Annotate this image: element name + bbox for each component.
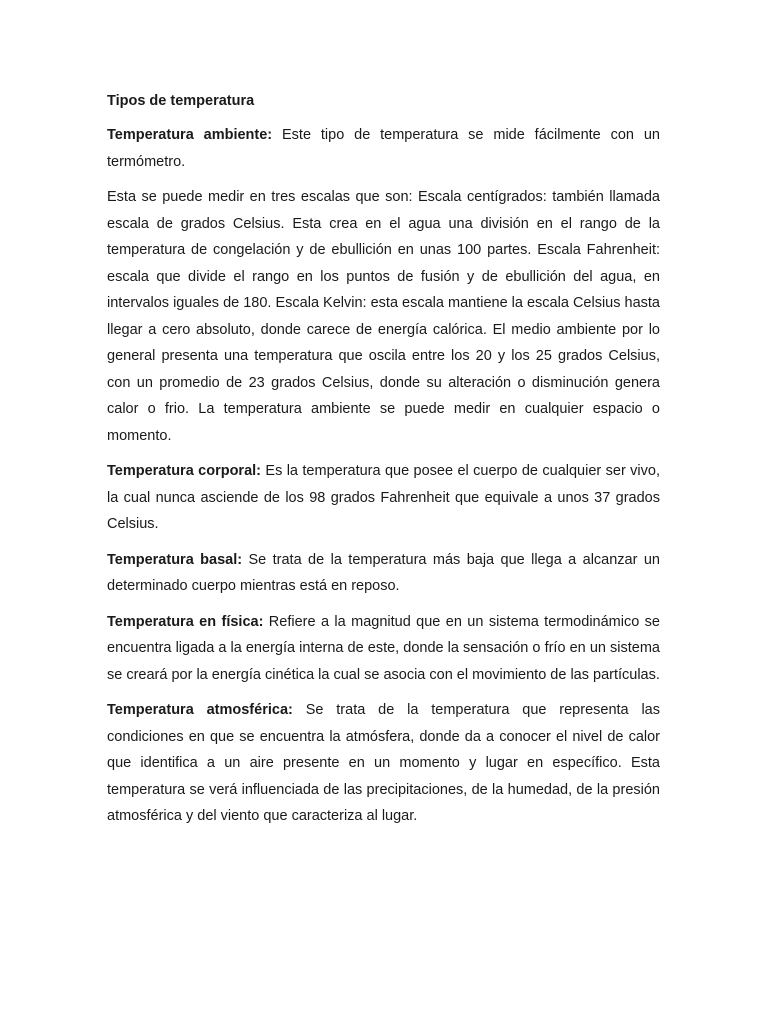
- paragraph-text: Se trata de la temperatura más baja que llega a alcanzar un determinado cuerpo mientras está en reposo.: [107, 551, 660, 594]
- term-label: Temperatura ambiente:: [107, 127, 273, 143]
- paragraph-text: Este tipo de temperatura se mide fácilmente con un termómetro.: [107, 127, 660, 170]
- term-label: Temperatura basal:: [107, 551, 243, 568]
- paragraph-text: Es la temperatura que posee el cuerpo de cualquier ser vivo, la cual nunca asciende de los 98 grados Fahrenheit que equivale a unos 37 grados Celsius.: [107, 463, 660, 532]
- paragraph-temperatura-atmosferica: [107, 697, 660, 830]
- paragraph-temperatura-basal: [107, 547, 660, 600]
- term-label: Temperatura en física:: [107, 613, 264, 630]
- paragraph-text: Refiere a la magnitud que en un sistema termodinámico se encuentra ligada a la energía interna de este, donde la sensación o frío en un sistema se creará por la energía cinética la cual se asocia con el movimiento de las partículas.: [107, 613, 660, 683]
- paragraph-temperatura-corporal: [107, 458, 660, 538]
- paragraph-escalas: [107, 184, 660, 449]
- document-title: Tipos de temperatura: [107, 93, 255, 109]
- paragraph-text: Se trata de la temperatura que representa las condiciones en que se encuentra la atmósfera, donde da a conocer el nivel de calor que identifica a un aire presente en un momento y lugar en específico. Esta temperatura se verá influenciada de las precipitaciones, de la humedad, de la presión atmosférica y del viento que caracteriza al lugar.: [107, 702, 660, 824]
- paragraph-temperatura-fisica: [107, 609, 660, 689]
- term-label: Temperatura corporal:: [107, 463, 261, 479]
- document-page: [107, 88, 660, 839]
- term-label: Temperatura atmosférica:: [107, 702, 293, 718]
- paragraph-temperatura-ambiente: [107, 122, 660, 175]
- paragraph-text: Esta se puede medir en tres escalas que son: Escala centígrados: también llamada escala de grados Celsius. Esta crea en el agua una división en el rango de la temperatura de congelación y de ebullición en unas 100 partes. Escala Fahrenheit: escala que divide el rango en los puntos de fusión y de ebullición del agua, en intervalos iguales de 180. Escala Kelvin: esta escala mantiene la escala Celsius hasta llegar a cero absoluto, donde carece de energía calórica. El medio ambiente por lo general presenta una temperatura que oscila entre los 20 y los 25 grados Celsius, con un promedio de 23 grados Celsius, donde su alteración o disminución genera calor o frio. La temperatura ambiente se puede medir en cualquier espacio o momento.: [107, 189, 660, 444]
